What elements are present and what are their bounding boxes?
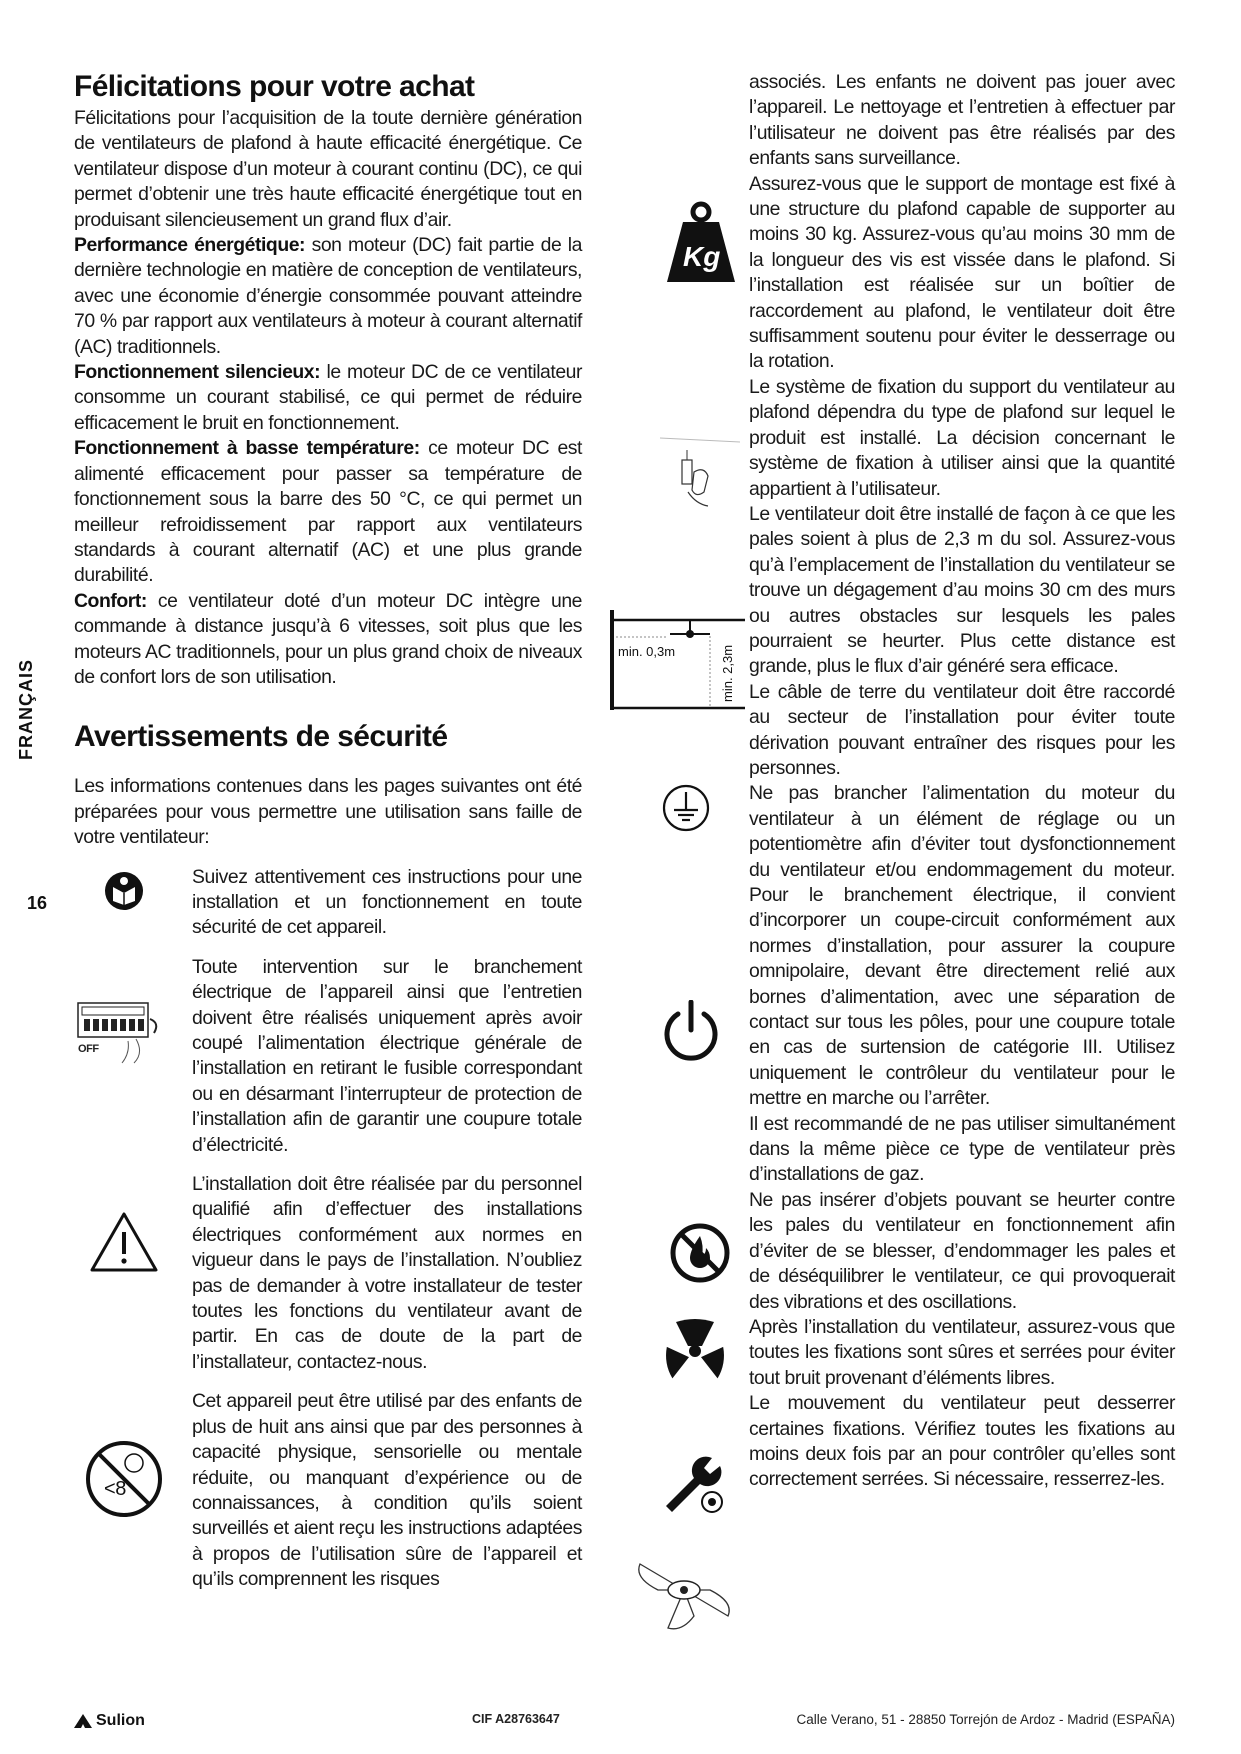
min-floor-label: min. 2,3m [720,644,735,702]
feature-energy-label: Performance énergétique: [74,234,306,257]
safety-gas-text: Il est recommandé de ne pas utiliser simultanément dans la même pièce ce type de ventilateur près d’installations de gaz. [749,1112,1175,1186]
ceiling-fixing-icon [660,432,740,527]
feature-low-temp-text: ce moteur DC est alimenté efficacement pour passer sa température de fonctionnement sous la barre des 50 °C, ce qui permet un meilleur refroidissement par rapport aux ventilateurs standards à courant alternatif (AC) et une plus grande durabilité. [74,437,582,587]
off-label: OFF [78,1042,99,1055]
feature-comfort-text: ce ventilateur doté d’un moteur DC intègre une commande à distance jusqu’à 6 vitesses, soit plus que les moteurs AC traditionnels, pour un plus grand choix de niveaux de confort lors de son utilisation. [74,589,582,688]
feature-silent [74,360,582,436]
breaker-off-icon [74,989,174,1069]
no-fire-icon [669,1222,731,1289]
safety-mounting-text: Assurez-vous que le support de montage est fixé à une structure du plafond capable de supporter au moins 30 kg. Assurez-vous qu’au moins 30 mm de la longueur des vis est vissée dans le plafond. Si l’installation est réalisée sur un boîtier de raccordement au plafond, le ventilateur doit être suffisamment soutenu pour éviter le desserrage ou la rotation. [749,172,1175,373]
feature-low-temp [74,436,582,588]
safety-item-children [74,1389,582,1592]
safety-item-manual [74,865,582,941]
ground-earth-icon [662,784,710,837]
safety-item-text: L’installation doit être réalisée par du personnel qualifié afin d’effectuer des installations électriques conformément aux normes en vigueur dans le pays de l’installation. N’oubliez pas de demander à votre installateur de tester toutes les fonctions du ventilateur avant de partir. En cas de doute de la part de l’installateur, contactez-nous. [192,1173,582,1373]
intro-title: Félicitations pour votre achat [74,70,475,103]
feature-energy-text: son moteur (DC) fait partie de la dernière technologie en matière de conception de ventilateurs, avec une économie d’énergie consommée pouvant atteindre 70 % par rapport aux ventilateurs à moteur à courant alternatif (AC) traditionnels. [74,234,582,358]
footer-cif: CIF A28763647 [472,1712,560,1726]
fan-blades-icon [662,1318,728,1385]
age-label: <8 [104,1478,126,1501]
feature-silent-text: le moteur DC de ce ventilateur consomme un courant stabilisé, ce qui permet de réduire efficacement le bruit en fonctionnement. [74,361,582,434]
safety-title: Avertissements de sécurité [74,720,448,754]
wrench-icon [660,1450,726,1521]
fan-mount-icon [628,1544,740,1639]
safety-section [74,720,582,1592]
safety-blades-text: Ne pas insérer d’objets pouvant se heurter contre les pales du ventilateur en fonctionnement afin d’éviter de se blesser, d’endommager les pales et de déséquilibrer le ventilateur, ce qui provoquerait des vibrations et des oscillations. [749,1188,1175,1313]
safety-continued-text: associés. Les enfants ne doivent pas jouer avec l’appareil. Le nettoyage et l’entretien à effectuer par l’utilisateur ne doivent pas être réalisés par des enfants sans surveillance. [749,71,1175,170]
safety-fixing-text: Le système de fixation du support du ventilateur au plafond dépendra du type de plafond sur lequel le produit est installé. La décision concernant le système de fixation à utiliser ainsi que la quantité appartient à l’utilisateur. [749,375,1175,500]
safety-item-text: Cet appareil peut être utilisé par des enfants de plus de huit ans ainsi que par des personnes à capacité physique, sensorielle ou mentale réduite, ou manquant d’expérience ou de connaissances, à condition qu’ils soient surveillés et aient reçu les instructions adaptées à propos de l’utilisation sûre de l’appareil et qu’ils comprennent les risques [192,1390,582,1591]
min-wall-label: min. 0,3m [618,644,676,659]
footer-brand [74,1712,145,1730]
safety-item-text: Suivez attentivement ces instructions pour une installation et un fonctionnement en toute sécurité de cet appareil. [192,865,582,939]
clearance-diagram-icon [610,610,745,715]
safety-ground-text: Le câble de terre du ventilateur doit être raccordé au secteur de l’installation pour éviter toute dérivation pouvant entraîner des risques pour les personnes. [749,680,1175,779]
no-children-icon [74,1439,174,1519]
safety-fixings-text: Après l’installation du ventilateur, assurez-vous que toutes les fixations sont sûres et serrées pour éviter tout bruit provenant d’éléments libres. [749,1315,1175,1389]
safety-power-text: Ne pas brancher l’alimentation du moteur du ventilateur à un élément de réglage ou un potentiomètre afin d’éviter tout dysfonctionnement du ventilateur et/ou endommagement du moteur. Pour le branchement électrique, il convient d’incorporer un coupe-circuit conformément aux normes d’installation, pour assurer la coupure omnipolaire, devant être directement relié aux bornes d’alimentation, avec une séparation de contact sur tous les pôles, pour une coupure totale en cas de surtension de catégorie III. Utilisez uniquement le contrôleur du ventilateur pour le mettre en marche ou l’arrêter. [749,782,1175,1110]
brand-name: Sulion [96,1712,145,1729]
warning-triangle-icon [74,1210,174,1274]
sulion-logo-icon [74,1714,92,1728]
feature-low-temp-label: Fonctionnement à basse température: [74,437,420,460]
read-manual-icon [74,871,174,911]
feature-silent-label: Fonctionnement silencieux: [74,361,321,384]
feature-energy [74,233,582,360]
kg-label: Kg [683,241,721,272]
safety-item-text: Toute intervention sur le branchement électrique de l’appareil ainsi que l’entretien doivent être réalisés uniquement après avoir coupé l’alimentation électrique générale de l’installation en retirant le fusible correspondant ou en désarmant l’interrupteur de protection de l’installation afin de garantir une coupure totale d’électricité. [192,955,582,1156]
weight-kg-icon [665,200,737,289]
language-label: FRANÇAIS [16,659,36,760]
safety-check-text: Le mouvement du ventilateur peut desserrer certaines fixations. Vérifiez toutes les fixations au moins deux fois par an pour contrôler qu’elles sont correctement serrées. Si nécessaire, resserrez-les. [749,1392,1175,1491]
right-column [749,70,1175,1493]
safety-intro: Les informations contenues dans les pages suivantes ont été préparées pour vous permettre une utilisation sans faille de votre ventilateur: [74,775,582,849]
safety-item-qualified [74,1172,582,1375]
page-number: 16 [27,893,48,913]
footer-address: Calle Verano, 51 - 28850 Torrejón de Ardoz - Madrid (ESPAÑA) [796,1712,1175,1727]
intro-paragraph: Félicitations pour l’acquisition de la toute dernière génération de ventilateurs de plafond à haute efficacité énergétique. Ce ventilateur dispose d’un moteur à courant continu (DC), ce qui permet d’obtenir une très haute efficacité énergétique tout en produisant silencieusement un grand flux d’air. [74,107,582,231]
feature-comfort [74,589,582,691]
safety-item-power-off [74,955,582,1158]
feature-comfort-label: Confort: [74,589,147,612]
safety-clearance-text: Le ventilateur doit être installé de façon à ce que les pales soient à plus de 2,3 m du sol. Assurez-vous qu’à l’emplacement de l’installation du ventilateur se trouve un dégagement d’au moins 30 cm des murs ou autres obstacles sur lesquels les pales pourraient se heurter. Plus cette distance est grande, plus le flux d’air généré sera efficace. [749,502,1175,678]
left-column [74,70,582,1607]
power-icon [660,1000,722,1069]
